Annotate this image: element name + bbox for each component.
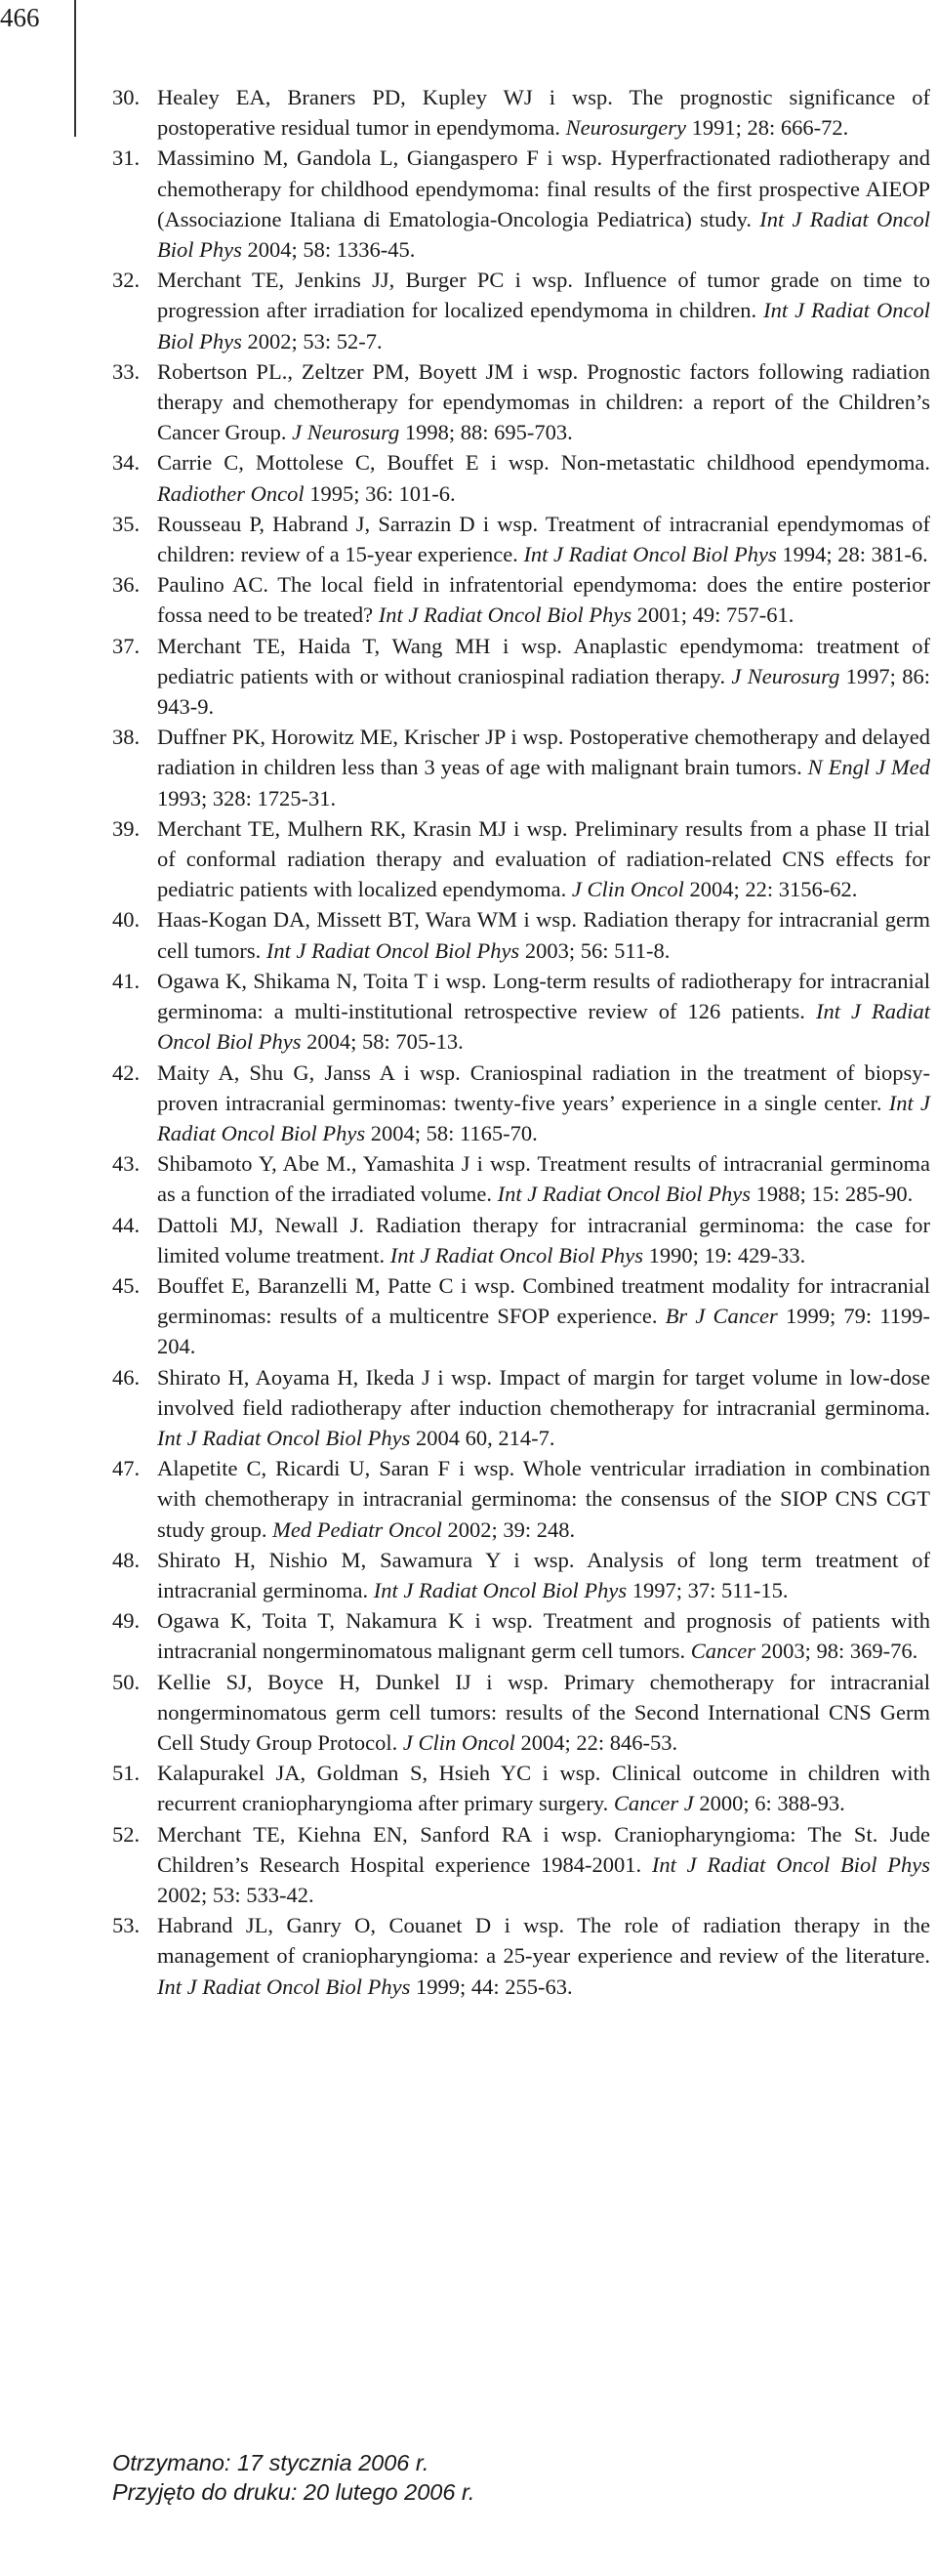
reference-journal: J Neurosurg <box>731 663 840 688</box>
reference-number: 34. <box>112 450 141 476</box>
reference-number: 47. <box>112 1456 141 1481</box>
reference-item <box>112 569 930 630</box>
reference-journal: Cancer J <box>613 1791 694 1816</box>
reference-journal: Neurosurgery <box>565 115 686 141</box>
reference-journal: J Clin Oncol <box>402 1729 515 1755</box>
reference-item <box>112 1819 930 1911</box>
reference-citation-details: 1991; 28: 666-72. <box>685 115 849 141</box>
reference-journal: Cancer <box>690 1639 755 1664</box>
reference-journal: Radiother Oncol <box>157 480 305 506</box>
reference-text: Alapetite C, Ricardi U, Saran F i wsp. Whole ventricular irradiation in combination with chemotherapy in intracranial germinoma: the consensus of the SIOP CNS CGT study group. <box>157 1456 930 1542</box>
reference-item <box>112 1910 930 2002</box>
reference-text: Massimino M, Gandola L, Giangaspero F i wsp. Hyperfractionated radiotherapy and chemotherapy for childhood ependymoma: final results of the first prospective AIEOP (Associazione Italiana di Ematologia-Oncologia Pediatrica) study. <box>157 145 930 231</box>
reference-citation-details: 2004; 58: 1336-45. <box>241 237 416 263</box>
reference-journal: Int J Radiat Oncol Biol Phys <box>389 1242 644 1267</box>
reference-journal: J Clin Oncol <box>571 877 684 902</box>
reference-item <box>112 509 930 569</box>
reference-journal: N Engl J Med <box>807 755 930 780</box>
reference-citation-details: 1999; 44: 255-63. <box>410 1974 573 1999</box>
reference-number: 40. <box>112 907 141 933</box>
reference-number: 43. <box>112 1151 141 1177</box>
reference-citation-details: 2002; 39: 248. <box>441 1517 576 1542</box>
reference-citation-details: 2000; 6: 388-93. <box>693 1791 845 1816</box>
reference-number: 35. <box>112 511 141 536</box>
reference-item <box>112 1270 930 1362</box>
reference-citation-details: 1990; 19: 429-33. <box>643 1242 806 1267</box>
reference-number: 44. <box>112 1212 141 1237</box>
reference-text: Kellie SJ, Boyce H, Dunkel IJ i wsp. Primary chemotherapy for intracranial nongerminomatous germ cell tumors: results of the Second International CNS Germ Cell Study Group Protocol. <box>157 1669 930 1755</box>
reference-item <box>112 1605 930 1666</box>
reference-item <box>112 1758 930 1818</box>
reference-citation-details: 1998; 88: 695-703. <box>399 420 573 445</box>
reference-text: Carrie C, Mottolese C, Bouffet E i wsp. Non-metastatic childhood ependymoma. <box>157 450 930 476</box>
reference-citation-details: 1994; 28: 381-6. <box>776 542 928 567</box>
reference-number: 52. <box>112 1821 141 1847</box>
reference-item <box>112 1545 930 1605</box>
reference-item <box>112 1667 930 1759</box>
reference-text: Bouffet E, Baranzelli M, Patte C i wsp. Combined treatment modality for intracranial germinomas: results of a multicentre SFOP experience. <box>157 1272 930 1329</box>
reference-text: Haas-Kogan DA, Missett BT, Wara WM i wsp. Radiation therapy for intracranial germ cell tumors. <box>157 907 930 963</box>
reference-number: 32. <box>112 268 141 293</box>
reference-text: Shibamoto Y, Abe M., Yamashita J i wsp. Treatment results of intracranial germinoma as a function of the irradiated volume. <box>157 1151 930 1207</box>
reference-item <box>112 966 930 1058</box>
reference-journal: J Neurosurg <box>292 420 400 445</box>
reference-text: Robertson PL., Zeltzer PM, Boyett JM i wsp. Prognostic factors following radiation therapy and chemotherapy for ependymomas in children: a report of the Children’s Cancer Group. <box>157 358 930 445</box>
reference-number: 51. <box>112 1761 141 1786</box>
reference-journal: Int J Radiat Oncol Biol Phys <box>157 1425 411 1450</box>
reference-journal: Int J Radiat Oncol Biol Phys <box>157 1090 930 1145</box>
reference-citation-details: 1988; 15: 285-90. <box>750 1182 914 1207</box>
reference-journal: Int J Radiat Oncol Biol Phys <box>651 1851 930 1877</box>
reference-citation-details: 1993; 328: 1725-31. <box>157 785 337 810</box>
reference-citation-details: 2004 60, 214-7. <box>410 1425 555 1450</box>
reference-text: Maity A, Shu G, Janss A i wsp. Craniospinal radiation in the treatment of biopsy-proven intracranial germinomas: twenty-five years’ experience in a single center. <box>157 1059 930 1115</box>
reference-citation-details: 2002; 53: 533-42. <box>157 1882 314 1907</box>
reference-item <box>112 1362 930 1454</box>
reference-citation-details: 2004; 58: 705-13. <box>301 1029 464 1055</box>
reference-number: 53. <box>112 1913 141 1938</box>
reference-journal: Med Pediatr Oncol <box>272 1517 442 1542</box>
accepted-date: Przyjęto do druku: 20 lutego 2006 r. <box>112 2479 475 2505</box>
reference-item <box>112 1058 930 1149</box>
page-number: 466 <box>0 3 40 32</box>
reference-number: 49. <box>112 1608 141 1634</box>
reference-number: 48. <box>112 1547 141 1572</box>
reference-journal: Int J Radiat Oncol Biol Phys <box>157 298 931 353</box>
reference-journal: Int J Radiat Oncol Biol Phys <box>157 206 930 263</box>
margin-rule <box>74 0 76 137</box>
reference-number: 45. <box>112 1272 141 1298</box>
reference-journal: Int J Radiat Oncol Biol Phys <box>157 999 930 1055</box>
reference-item <box>112 143 930 265</box>
reference-number: 36. <box>112 572 141 598</box>
reference-text: Kalapurakel JA, Goldman S, Hsieh YC i wsp. Clinical outcome in children with recurrent craniopharyngioma after primary surgery. <box>157 1761 930 1816</box>
reference-item <box>112 1148 930 1209</box>
reference-number: 42. <box>112 1059 141 1085</box>
reference-item <box>112 904 930 965</box>
reference-citation-details: 1997; 37: 511-15. <box>627 1577 789 1602</box>
reference-item <box>112 356 930 448</box>
reference-list <box>112 82 930 2002</box>
reference-text: Paulino AC. The local field in infratentorial ependymoma: does the entire posterior fossa need to be treated? <box>157 572 930 628</box>
reference-number: 31. <box>112 145 141 171</box>
reference-citation-details: 2003; 98: 369-76. <box>754 1639 918 1664</box>
reference-text: Duffner PK, Horowitz ME, Krischer JP i wsp. Postoperative chemotherapy and delayed radiation in children less than 3 yeas of age with malignant brain tumors. <box>157 725 930 780</box>
reference-citation-details: 2004; 58: 1165-70. <box>365 1120 538 1145</box>
reference-number: 30. <box>112 85 141 109</box>
reference-number: 37. <box>112 633 141 658</box>
reference-number: 41. <box>112 968 141 993</box>
reference-number: 33. <box>112 358 141 384</box>
reference-journal: Int J Radiat Oncol Biol Phys <box>373 1577 628 1602</box>
reference-item <box>112 631 930 723</box>
reference-number: 50. <box>112 1669 141 1694</box>
reference-number: 38. <box>112 725 141 750</box>
reference-journal: Int J Radiat Oncol Biol Phys <box>497 1182 751 1207</box>
reference-text: Shirato H, Nishio M, Sawamura Y i wsp. Analysis of long term treatment of intracranial germinoma. <box>157 1547 930 1602</box>
reference-text: Merchant TE, Kiehna EN, Sanford RA i wsp. Craniopharyngioma: The St. Jude Children’s Research Hospital experience 1984-2001. <box>157 1821 930 1877</box>
reference-citation-details: 2003; 56: 511-8. <box>519 937 671 963</box>
reference-journal: Br J Cancer <box>665 1304 778 1329</box>
reference-journal: Int J Radiat Oncol Biol Phys <box>523 542 777 567</box>
reference-text: Healey EA, Braners PD, Kupley WJ i wsp. The prognostic significance of postoperative residual tumor in ependymoma. <box>157 85 930 141</box>
reference-item <box>112 82 930 143</box>
reference-citation-details: 2001; 49: 757-61. <box>631 602 794 628</box>
reference-item <box>112 1453 930 1545</box>
reference-text: Merchant TE, Mulhern RK, Krasin MJ i wsp. Preliminary results from a phase II trial of conformal radiation therapy and evaluation of radiation-related CNS effects for pediatric patients with localized ependymoma. <box>157 815 930 902</box>
reference-text: Habrand JL, Ganry O, Couanet D i wsp. The role of radiation therapy in the management of craniopharyngioma: a 25-year experience and review of the literature. <box>157 1913 930 1969</box>
reference-citation-details: 1995; 36: 101-6. <box>304 480 456 506</box>
reference-journal: Int J Radiat Oncol Biol Phys <box>378 602 632 628</box>
reference-item <box>112 813 930 905</box>
reference-citation-details: 2004; 22: 846-53. <box>514 1729 678 1755</box>
reference-citation-details: 2002; 53: 52-7. <box>241 328 383 353</box>
reference-item <box>112 1210 930 1270</box>
received-date: Otrzymano: 17 stycznia 2006 r. <box>112 2450 429 2475</box>
reference-text: Shirato H, Aoyama H, Ikeda J i wsp. Impact of margin for target volume in low-dose involved field radiotherapy after induction chemotherapy for intracranial germinoma. <box>157 1364 930 1420</box>
reference-number: 46. <box>112 1364 141 1390</box>
reference-citation-details: 1999; 79: 1199-204. <box>157 1304 930 1359</box>
reference-number: 39. <box>112 815 141 841</box>
reference-citation-details: 1997; 86: 943-9. <box>157 663 930 720</box>
reference-journal: Int J Radiat Oncol Biol Phys <box>157 1974 411 1999</box>
reference-item <box>112 722 930 813</box>
reference-text: Ogawa K, Toita T, Nakamura K i wsp. Treatment and prognosis of patients with intracranial nongerminomatous malignant germ cell tumors. <box>157 1608 930 1664</box>
reference-text: Dattoli MJ, Newall J. Radiation therapy for intracranial germinoma: the case for limited volume treatment. <box>157 1212 930 1267</box>
reference-text: Merchant TE, Haida T, Wang MH i wsp. Anaplastic ependymoma: treatment of pediatric patients with or without craniospinal radiation therapy. <box>157 633 930 688</box>
dates-block <box>112 2448 474 2507</box>
reference-text: Merchant TE, Jenkins JJ, Burger PC i wsp. Influence of tumor grade on time to progression after irradiation for localized ependymoma in children. <box>157 268 930 323</box>
reference-journal: Int J Radiat Oncol Biol Phys <box>265 937 520 963</box>
reference-item <box>112 447 930 508</box>
reference-text: Ogawa K, Shikama N, Toita T i wsp. Long-term results of radiotherapy for intracranial germinoma: a multi-institutional retrospective review of 126 patients. <box>157 968 930 1024</box>
reference-item <box>112 265 930 356</box>
reference-citation-details: 2004; 22: 3156-62. <box>683 877 858 902</box>
reference-text: Rousseau P, Habrand J, Sarrazin D i wsp. Treatment of intracranial ependymomas of children: review of a 15-year experience. <box>157 511 930 567</box>
